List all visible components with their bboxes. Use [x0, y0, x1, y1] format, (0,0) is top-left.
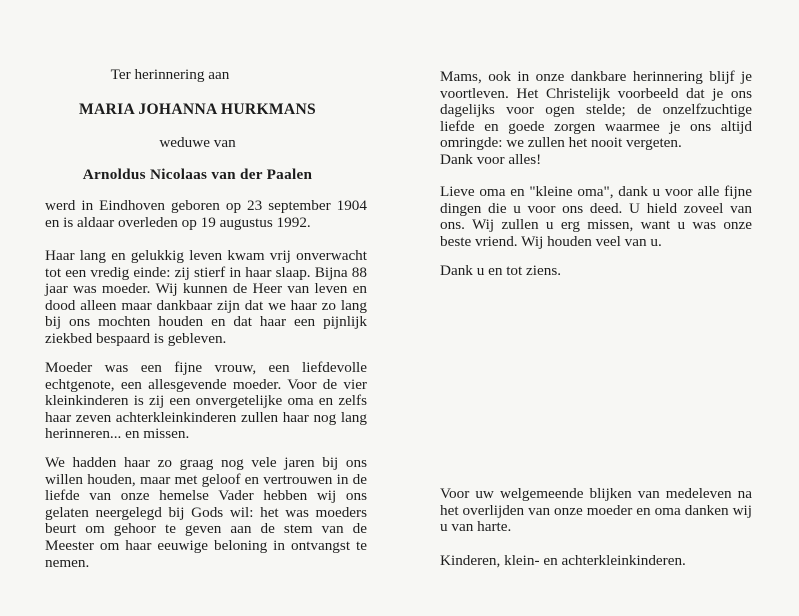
life-paragraph: Haar lang en gelukkig leven kwam vrij onverwacht tot een vredig einde: zij stierf in haar slaap. Bijna 88 jaar was moeder. Wij kunnen de Heer van leven en dood alleen maar dankbaar zijn dat we haar zo lang bij ons mochten houden en dat haar een pijnlijk ziekbed bespaard is gebleven. [45, 247, 367, 347]
grandma-paragraph: Lieve oma en "kleine oma", dank u voor alle fijne dingen die u voor ons deed. U hield zoveel van ons. Wij zullen u erg missen, want u was onze beste vriend. Wij houden veel van u. [440, 183, 752, 250]
faith-paragraph: We hadden haar zo graag nog vele jaren bij ons willen houden, maar met geloof en vertrouwen in de liefde van onze hemelse Vader hebben wij ons gelaten neergelegd bij Gods wil: het was moeders beurt om gehoor te geven aan de stem van de Meester om haar eeuwige beloning in ontvangst te nemen. [45, 454, 367, 571]
husband-name: Arnoldus Nicolaas van der Paalen [82, 166, 313, 183]
deceased-name: MARIA JOHANNA HURKMANS [78, 101, 317, 118]
thanks-line: Dank voor alles! [440, 151, 542, 168]
signature-line: Kinderen, klein- en achterkleinkinderen. [440, 552, 686, 569]
goodbye-line: Dank u en tot ziens. [440, 262, 562, 279]
birth-death-paragraph: werd in Eindhoven geboren op 23 september 1904 en is aldaar overleden op 19 augustus 1992. [45, 197, 367, 231]
widow-label: weduwe van [159, 134, 236, 151]
intro-text: Ter herinnering aan [110, 66, 230, 83]
mother-paragraph: Moeder was een fijne vrouw, een liefdevolle echtgenote, een allesgevende moeder. Voor de vier kleinkinderen is zij een onvergetelijke oma en zelfs haar zeven achterkleinkinderen zullen haar nog lang herinneren... en missen. [45, 359, 367, 443]
mams-paragraph: Mams, ook in onze dankbare herinnering blijf je voortleven. Het Christelijk voorbeeld dat je ons dagelijks voor ogen stelde; de onzelfzuchtige liefde en goede zorgen waarmee je ons altijd omringde: we zullen het nooit vergeten. [440, 68, 752, 152]
condolence-thanks-paragraph: Voor uw welgemeende blijken van medeleven na het overlijden van onze moeder en oma danken wij u van harte. [440, 485, 752, 536]
